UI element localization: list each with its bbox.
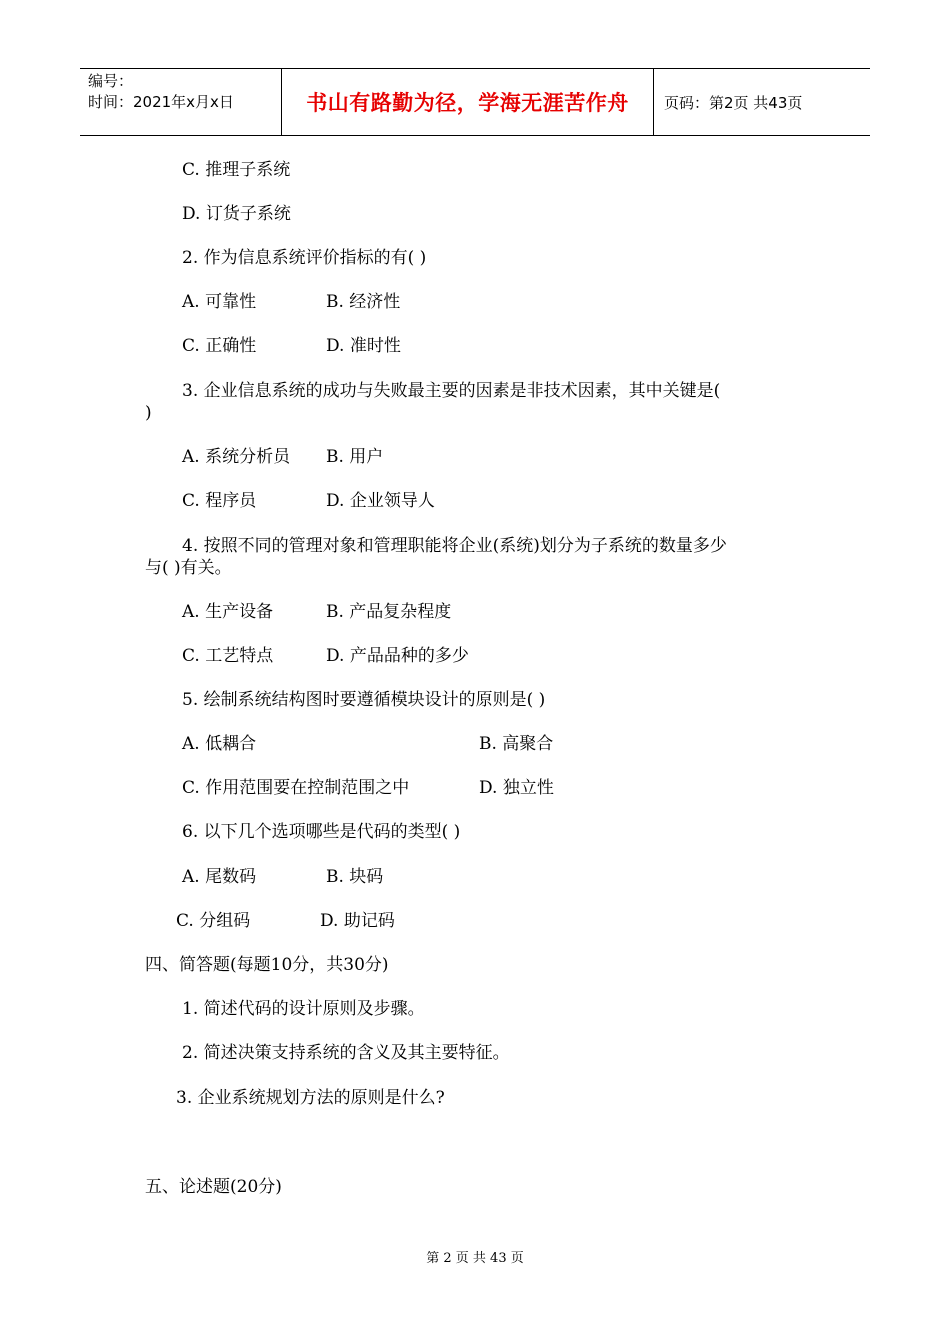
q3-option-a: A. 系统分析员: [182, 447, 291, 467]
section4-question-2: 2. 简述决策支持系统的含义及其主要特征。: [182, 1043, 510, 1063]
q5-option-c: C. 作用范围要在控制范围之中: [182, 778, 410, 798]
q6-option-d: D. 助记码: [320, 911, 395, 931]
q5-option-d: D. 独立性: [479, 778, 554, 798]
q2-option-b: B. 经济性: [326, 292, 401, 312]
q3-question-line2: ): [145, 403, 152, 423]
q4-option-a: A. 生产设备: [182, 602, 274, 622]
q4-question-line2: 与( )有关。: [145, 558, 232, 578]
q4-question-line1: 4. 按照不同的管理对象和管理职能将企业(系统)划分为子系统的数量多少: [182, 536, 727, 556]
q3-option-c: C. 程序员: [182, 491, 257, 511]
header-number-label: 编号：: [88, 72, 134, 90]
page-header: [80, 68, 870, 136]
q6-option-c: C. 分组码: [176, 911, 251, 931]
q2-option-d: D. 准时性: [326, 336, 401, 356]
q5-option-a: A. 低耦合: [182, 734, 257, 754]
section4-question-1: 1. 简述代码的设计原则及步骤。: [182, 999, 425, 1019]
q4-option-d: D. 产品品种的多少: [326, 646, 469, 666]
section4-question-3: 3. 企业系统规划方法的原则是什么?: [176, 1088, 445, 1108]
q4-option-b: B. 产品复杂程度: [326, 602, 452, 622]
q1-option-c: C. 推理子系统: [182, 160, 291, 180]
q6-question: 6. 以下几个选项哪些是代码的类型( ): [182, 822, 461, 842]
q2-option-c: C. 正确性: [182, 336, 257, 356]
q3-option-d: D. 企业领导人: [326, 491, 435, 511]
section4-title: 四、简答题(每题10分，共30分): [145, 955, 389, 975]
header-page-info: 页码：第2页 共43页: [664, 93, 803, 112]
header-time-label: 时间：2021年x月x日: [88, 93, 234, 111]
q2-option-a: A. 可靠性: [182, 292, 257, 312]
header-motto: 书山有路勤为径，学海无涯苦作舟: [306, 91, 629, 115]
header-left-cell: [80, 69, 282, 135]
q4-option-c: C. 工艺特点: [182, 646, 274, 666]
q5-question: 5. 绘制系统结构图时要遵循模块设计的原则是( ): [182, 690, 546, 710]
section5-title: 五、论述题(20分): [145, 1177, 282, 1197]
q6-option-a: A. 尾数码: [182, 867, 257, 887]
q6-option-b: B. 块码: [326, 867, 384, 887]
q2-question: 2. 作为信息系统评价指标的有( ): [182, 248, 427, 268]
q3-question-line1: 3. 企业信息系统的成功与失败最主要的因素是非技术因素，其中关键是(: [182, 381, 721, 401]
page-footer: 第 2 页 共 43 页: [426, 1251, 524, 1266]
q3-option-b: B. 用户: [326, 447, 384, 467]
q5-option-b: B. 高聚合: [479, 734, 554, 754]
header-motto-cell: [282, 69, 654, 135]
q1-option-d: D. 订货子系统: [182, 204, 291, 224]
